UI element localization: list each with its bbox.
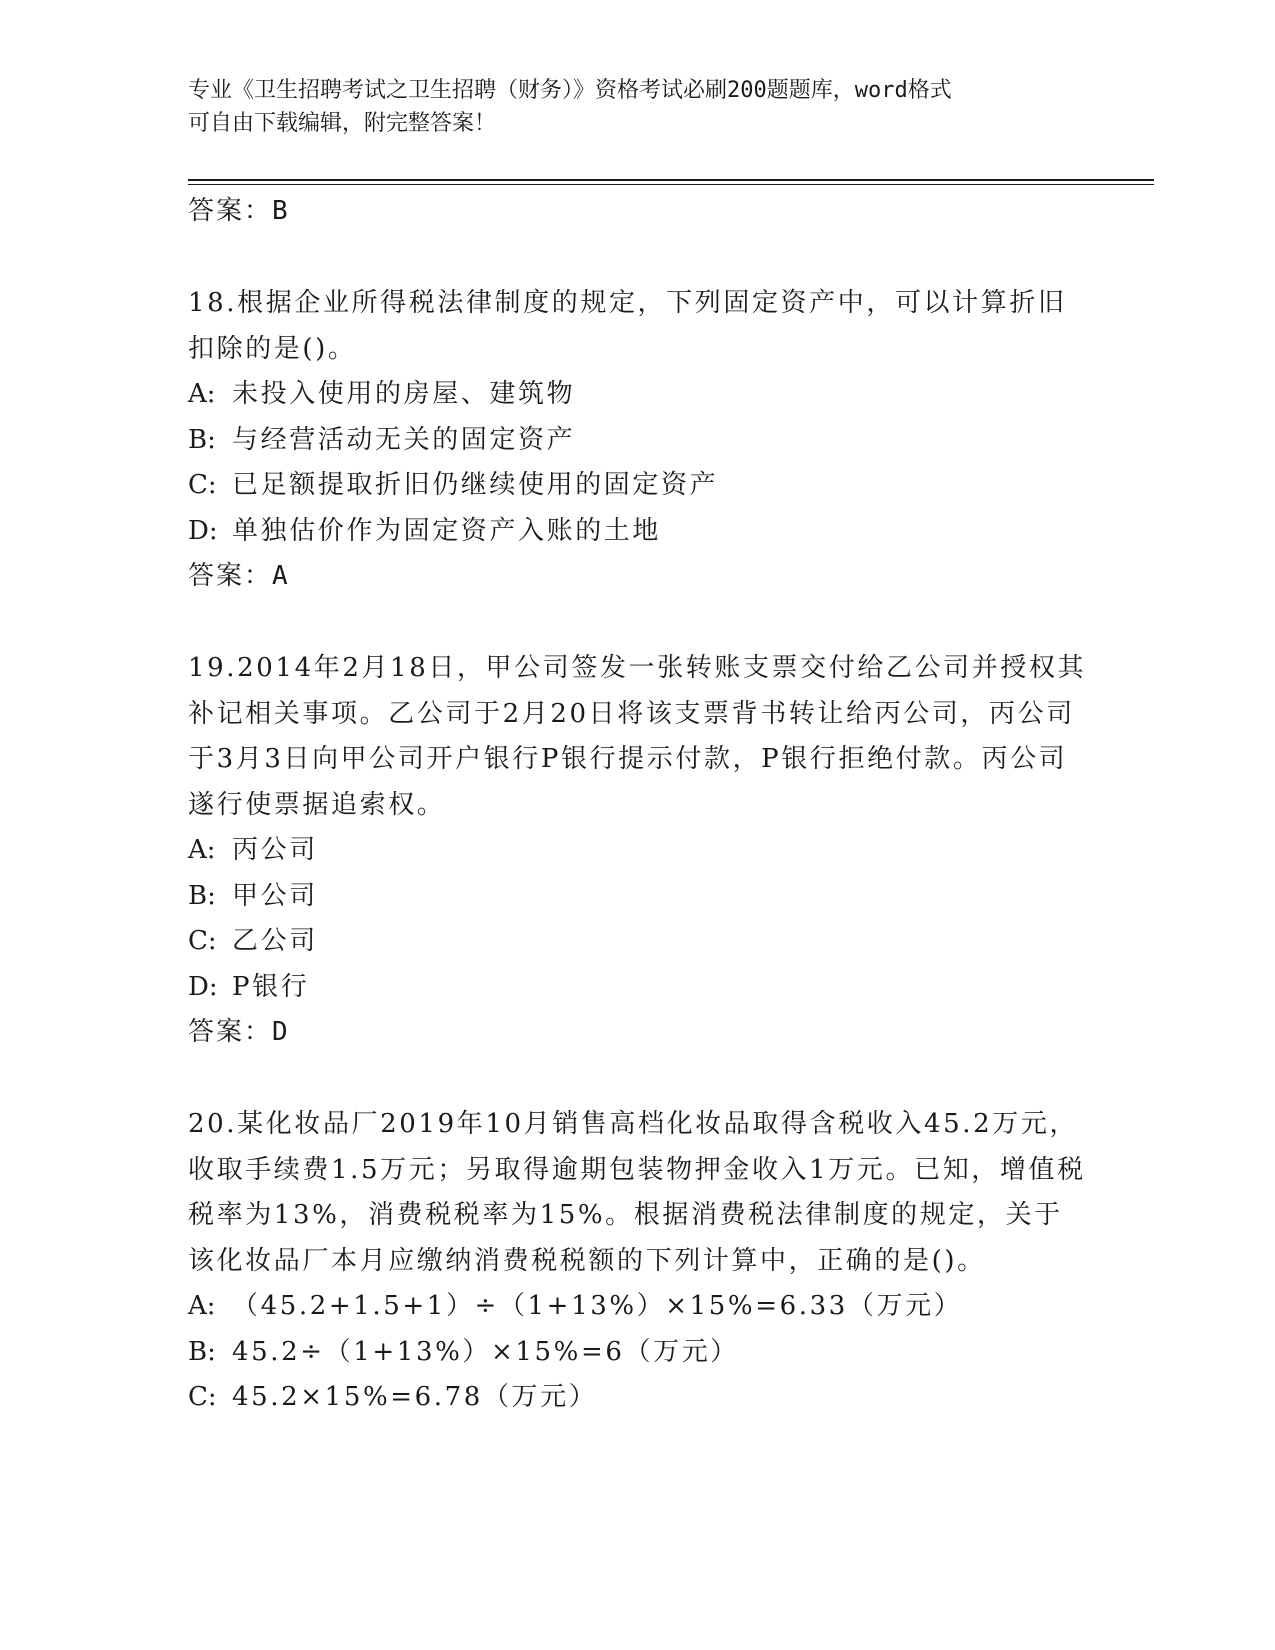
- header-divider-thin: [188, 184, 1154, 185]
- option-letter: A:: [188, 1291, 216, 1321]
- option-a: [188, 1284, 1088, 1330]
- option-letter: B:: [188, 424, 216, 455]
- header-divider-thick: [188, 179, 1154, 181]
- option-letter: B:: [188, 1336, 216, 1367]
- question-18: [188, 281, 1088, 599]
- option-c: [188, 919, 1088, 965]
- option-b: [188, 418, 1088, 464]
- option-a: [188, 828, 1088, 874]
- option-d: [188, 965, 1088, 1011]
- option-letter: A:: [188, 379, 216, 409]
- header-line-1: 专业《卫生招聘考试之卫生招聘（财务）》资格考试必刷200题题库，word格式: [188, 78, 952, 103]
- option-text: 单独估价作为固定资产入账的土地: [232, 515, 662, 546]
- option-c: [188, 463, 1088, 509]
- option-text: 未投入使用的房屋、建筑物: [232, 379, 576, 409]
- document-header: [188, 74, 1088, 140]
- option-text: 与经营活动无关的固定资产: [232, 424, 576, 455]
- option-text: P银行: [232, 971, 310, 1002]
- spacer: [188, 234, 1088, 281]
- option-text: 丙公司: [232, 835, 318, 865]
- option-d: [188, 509, 1088, 555]
- question-stem: 20.某化妆品厂2019年10月销售高档化妆品取得含税收入45.2万元，收取手续费1.5万元；另取得逾期包装物押金收入1万元。已知，增值税税率为13%，消费税税率为15%。根据消费税法律制度的规定，关于该化妆品厂本月应缴纳消费税税额的下列计算中，正确的是()。: [188, 1109, 1086, 1276]
- question-stem: 19.2014年2月18日，甲公司签发一张转账支票交付给乙公司并授权其补记相关事项。乙公司于2月20日将该支票背书转让给丙公司，丙公司于3月3日向甲公司开户银行P银行提示付款，P银行拒绝付款。丙公司遂行使票据追索权。: [188, 653, 1087, 820]
- option-text: 乙公司: [232, 926, 318, 956]
- option-text: 45.2÷（1+13%）×15%=6（万元）: [232, 1336, 739, 1367]
- question-stem: 18.根据企业所得税法律制度的规定，下列固定资产中，可以计算折旧扣除的是()。: [188, 288, 1067, 364]
- question-20: [188, 1102, 1088, 1421]
- question-19: [188, 646, 1088, 1055]
- option-c: [188, 1375, 1088, 1421]
- option-text: 甲公司: [232, 880, 318, 911]
- option-text: 45.2×15%=6.78（万元）: [232, 1382, 598, 1412]
- option-letter: D:: [188, 971, 218, 1002]
- option-text: （45.2+1.5+1）÷（1+13%）×15%=6.33（万元）: [232, 1291, 963, 1321]
- option-letter: B:: [188, 880, 216, 911]
- option-b: [188, 1330, 1088, 1376]
- option-text: 已足额提取折旧仍继续使用的固定资产: [232, 470, 719, 500]
- option-letter: A:: [188, 835, 216, 865]
- spacer: [188, 599, 1088, 646]
- question-answer: 答案：A: [188, 561, 290, 591]
- option-letter: C:: [188, 470, 217, 500]
- option-letter: C:: [188, 926, 217, 956]
- document-body: [188, 189, 1088, 1421]
- option-b: [188, 874, 1088, 920]
- option-letter: D:: [188, 515, 218, 546]
- spacer: [188, 1055, 1088, 1102]
- previous-answer: 答案：B: [188, 196, 290, 226]
- option-a: [188, 372, 1088, 418]
- question-answer: 答案：D: [188, 1017, 290, 1047]
- option-letter: C:: [188, 1382, 217, 1412]
- header-line-2: 可自由下载编辑，附完整答案！: [188, 111, 497, 136]
